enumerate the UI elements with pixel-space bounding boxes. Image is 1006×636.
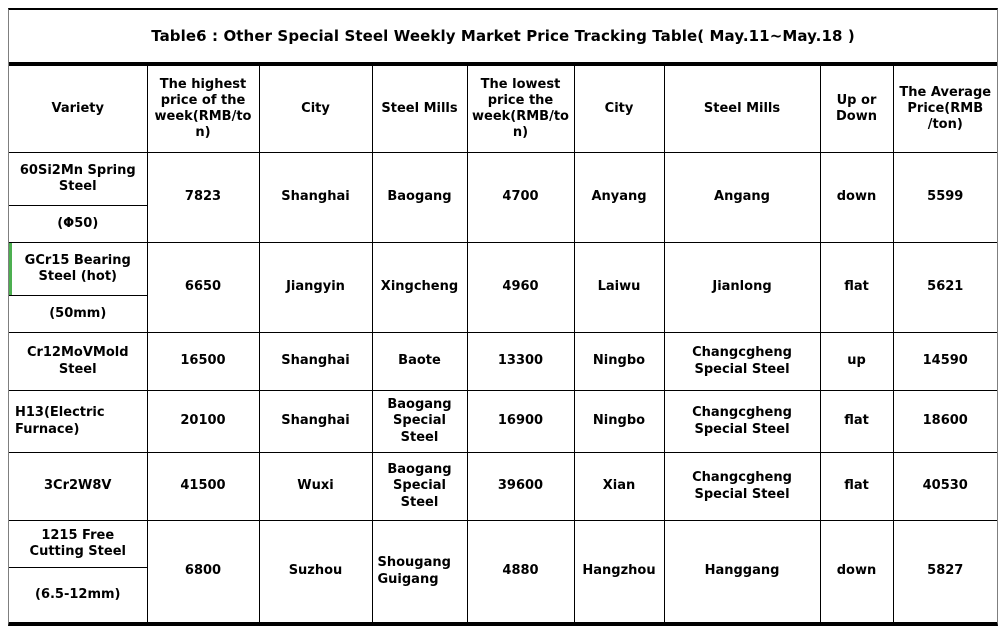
cell-lowest-price: 4960	[467, 243, 574, 333]
variety-spec: (6.5-12mm)	[35, 586, 121, 602]
cell-steel-mill-2: Hanggang	[664, 521, 820, 623]
cell-steel-mill-2: Changcgheng Special Steel	[664, 333, 820, 391]
cell-trend: up	[820, 333, 893, 391]
header-city-1: City	[259, 66, 372, 153]
table-row	[9, 243, 997, 333]
table-title: Table6 : Other Special Steel Weekly Market Price Tracking Table( May.11~May.18 )	[151, 27, 855, 45]
variety-name: H13(Electric Furnace)	[15, 405, 105, 437]
cell-steel-mill-1: Baogang Special Steel	[372, 453, 467, 521]
cell-lowest-price: 4700	[467, 153, 574, 243]
table-row	[9, 333, 997, 391]
cell-average-price: 5621	[893, 243, 997, 333]
header-highest-price: The highest price of the week(RMB/ton)	[147, 66, 259, 153]
header-lowest-price: The lowest price the week(RMB/ton)	[467, 66, 574, 153]
table-row	[9, 521, 997, 623]
cell-average-price: 40530	[893, 453, 997, 521]
cell-steel-mill-1: Shougang Guigang	[372, 521, 467, 623]
header-row	[9, 66, 997, 153]
variety-spec: (50mm)	[49, 305, 107, 321]
header-up-or-down: Up or Down	[820, 66, 893, 153]
cell-lowest-price: 4880	[467, 521, 574, 623]
cell-city-2: Ningbo	[574, 391, 664, 453]
cell-lowest-price: 16900	[467, 391, 574, 453]
cell-city-2: Laiwu	[574, 243, 664, 333]
cell-highest-price: 6650	[147, 243, 259, 333]
cell-average-price: 5827	[893, 521, 997, 623]
header-city-2: City	[574, 66, 664, 153]
cell-highest-price: 6800	[147, 521, 259, 623]
cell-city-1: Shanghai	[259, 153, 372, 243]
cell-city-1: Wuxi	[259, 453, 372, 521]
cell-city-2: Anyang	[574, 153, 664, 243]
green-accent-bar	[9, 243, 12, 295]
variety-name: Cr12MoVMold Steel	[26, 345, 129, 377]
cell-variety	[9, 243, 147, 333]
cell-city-2: Xian	[574, 453, 664, 521]
cell-steel-mill-1: Baogang Special Steel	[372, 391, 467, 453]
cell-trend: down	[820, 521, 893, 623]
cell-city-2: Ningbo	[574, 333, 664, 391]
cell-steel-mill-2: Angang	[664, 153, 820, 243]
header-steel-mills-2: Steel Mills	[664, 66, 820, 153]
variety-name	[9, 243, 147, 296]
header-average-price: The Average Price(RMB /ton)	[893, 66, 997, 153]
cell-variety	[9, 453, 147, 521]
cell-steel-mill-2: Changcgheng Special Steel	[664, 453, 820, 521]
cell-steel-mill-1: Baogang	[372, 153, 467, 243]
cell-city-2: Hangzhou	[574, 521, 664, 623]
cell-average-price: 5599	[893, 153, 997, 243]
header-steel-mills-1: Steel Mills	[372, 66, 467, 153]
cell-steel-mill-1: Xingcheng	[372, 243, 467, 333]
cell-variety	[9, 391, 147, 453]
price-table	[9, 66, 997, 622]
variety-name: 3Cr2W8V	[44, 478, 112, 494]
variety-name-text: GCr15 Bearing Steel (hot)	[24, 252, 131, 284]
header-variety: Variety	[9, 66, 147, 153]
cell-highest-price: 20100	[147, 391, 259, 453]
cell-trend: flat	[820, 243, 893, 333]
cell-average-price: 18600	[893, 391, 997, 453]
cell-highest-price: 16500	[147, 333, 259, 391]
variety-name: 60Si2Mn Spring Steel	[9, 153, 147, 206]
table-frame	[8, 8, 998, 626]
cell-city-1: Jiangyin	[259, 243, 372, 333]
variety-spec: (Φ50)	[57, 215, 99, 231]
cell-city-1: Shanghai	[259, 391, 372, 453]
cell-steel-mill-2: Jianlong	[664, 243, 820, 333]
cell-variety	[9, 153, 147, 243]
cell-trend: down	[820, 153, 893, 243]
cell-highest-price: 41500	[147, 453, 259, 521]
cell-city-1: Suzhou	[259, 521, 372, 623]
cell-steel-mill-1: Baote	[372, 333, 467, 391]
cell-average-price: 14590	[893, 333, 997, 391]
cell-trend: flat	[820, 391, 893, 453]
cell-lowest-price: 13300	[467, 333, 574, 391]
table-row	[9, 453, 997, 521]
cell-trend: flat	[820, 453, 893, 521]
cell-variety	[9, 333, 147, 391]
variety-name: 1215 Free Cutting Steel	[9, 521, 147, 568]
cell-lowest-price: 39600	[467, 453, 574, 521]
cell-highest-price: 7823	[147, 153, 259, 243]
cell-steel-mill-2: Changcgheng Special Steel	[664, 391, 820, 453]
table-row	[9, 391, 997, 453]
table-row	[9, 153, 997, 243]
cell-city-1: Shanghai	[259, 333, 372, 391]
cell-variety	[9, 521, 147, 623]
